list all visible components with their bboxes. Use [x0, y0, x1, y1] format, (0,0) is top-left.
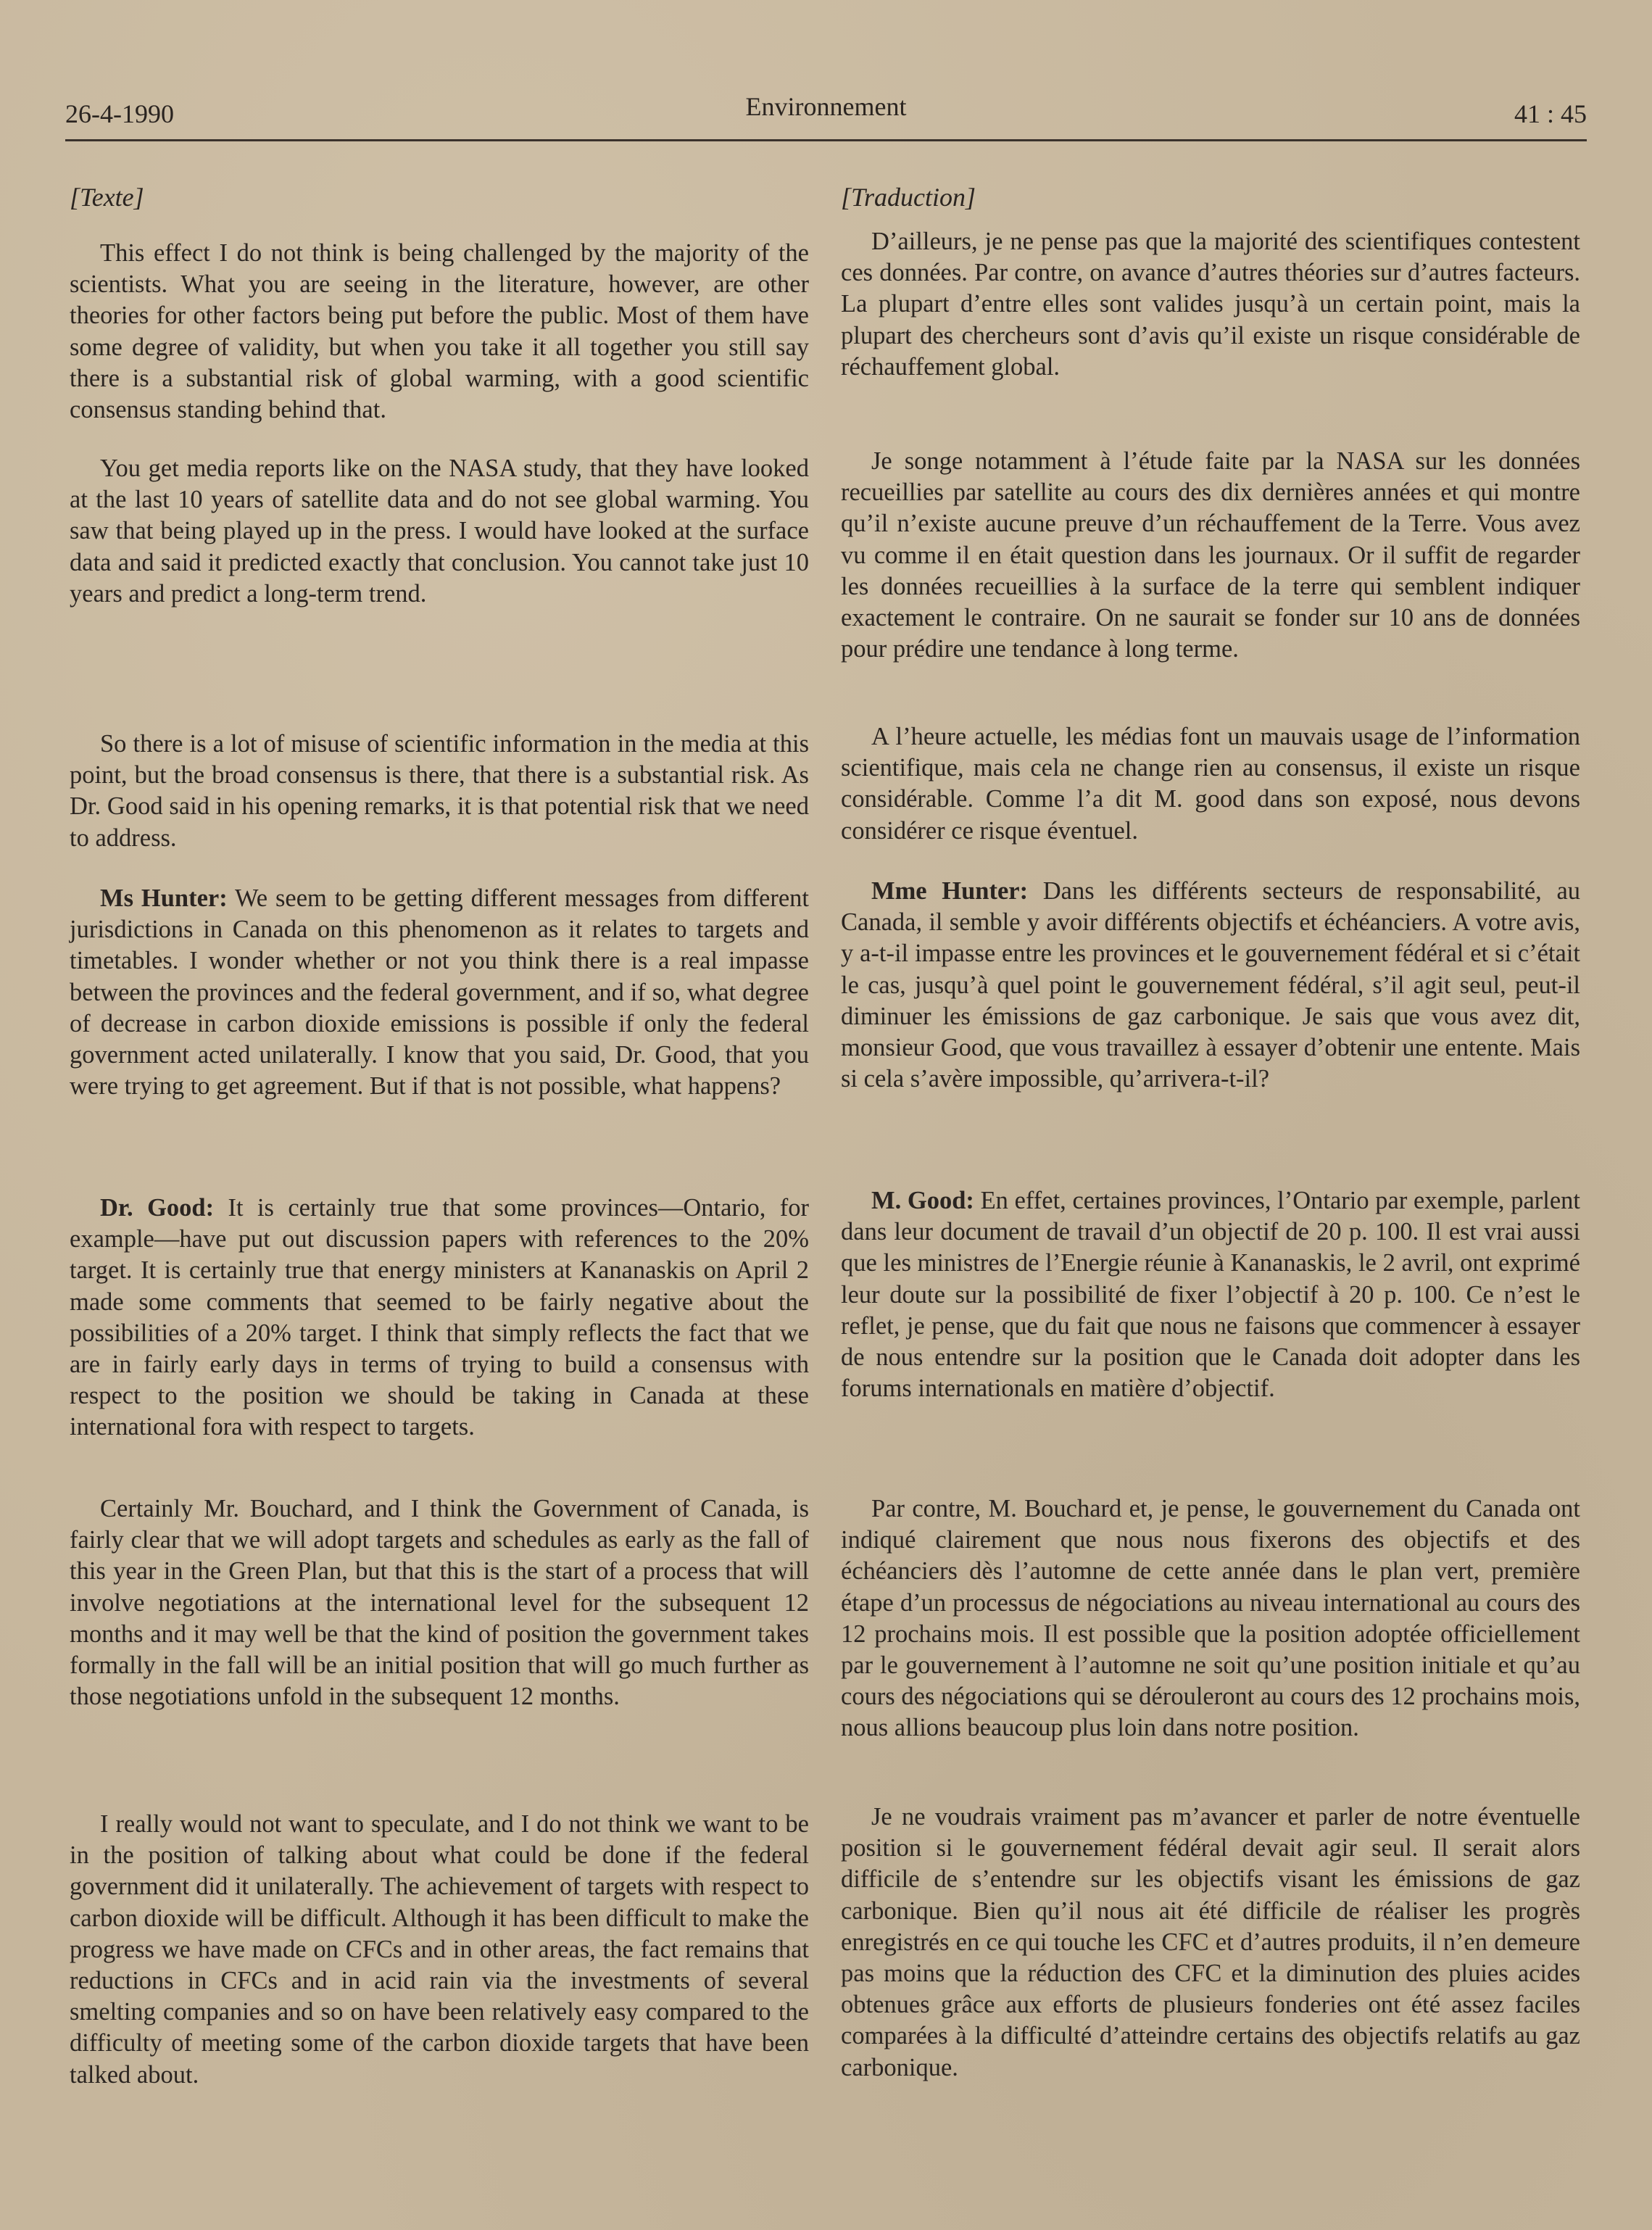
- header-page-number: 41 : 45: [1514, 99, 1587, 128]
- left-paragraph-4: [70, 883, 809, 1102]
- right-paragraph-1: [841, 226, 1580, 383]
- paragraph-text: It is certainly true that some provinces—Ontario, for example—have put out discussion papers with references to the 20% target. It is certainly true that energy ministers at Kananaskis on April 2 made some comments that seemed to be fairly negative about the possibilities of a 20% target. I think that simply reflects the fact that we are in fairly early days in terms of trying to build a consensus with respect to the position we should be taking in Canada at these international fora with respect to targets.: [70, 1194, 810, 1441]
- right-column: [841, 181, 1581, 2081]
- paragraph-text: Par contre, M. Bouchard et, je pense, le gouvernement du Canada ont indiqué clairement que nous nous fixerons des objectifs et des échéanciers dès l’automne de cette année dans le plan vert, première étape d’un processus de négociations au niveau international au cours des 12 prochains mois. Il est possible que la position adoptée officiellement par le gouvernement à l’automne ne soit qu’une position initiale et qu’au cours des négociations qui se dérouleront au cours des 12 prochains mois, nous allions beaucoup plus loin dans notre position.: [841, 1495, 1580, 1742]
- left-column: [70, 181, 810, 2089]
- paragraph-text: D’ailleurs, je ne pense pas que la majorité des scientifiques contestent ces données. Par contre, on avance d’autres théories sur d’autres facteurs. La plupart d’entre elles sont valides jusqu’à un certain point, mais la plupart des chercheurs sont d’avis qu’il existe un risque considérable de réchauffement global.: [841, 228, 1580, 381]
- right-paragraph-5: [841, 1185, 1580, 1404]
- paragraph-text: This effect I do not think is being challenged by the majority of the scientists. What you are seeing in the literature, however, are other theories for other factors being put before the public. Most of them have some degree of validity, but when you take it all together you still say there is a substantial risk of global warming, with a good scientific consensus standing behind that.: [70, 239, 809, 424]
- running-head: [65, 88, 1587, 141]
- speaker-name: Ms Hunter:: [100, 884, 228, 912]
- paragraph-text: So there is a lot of misuse of scientific information in the media at this point, but the broad consensus is there, that there is a substantial risk. As Dr. Good said in his opening remarks, it is that potential risk that we need to address.: [70, 730, 809, 852]
- left-paragraph-5: [70, 1193, 809, 1443]
- speaker-name: Dr. Good:: [100, 1194, 215, 1222]
- left-paragraph-1: [70, 238, 809, 426]
- paragraph-text: We seem to be getting different messages from different jurisdictions in Canada on this phenomenon as it relates to targets and timetables. I wonder whether or not you think there is a real impasse between the provinces and the federal government, and if so, what degree of decrease in carbon dioxide emissions is possible if only the federal government acted unilaterally. I know that you said, Dr. Good, that you were trying to get agreement. But if that is not possible, what happens?: [70, 884, 809, 1101]
- paragraph-text: A l’heure actuelle, les médias font un mauvais usage de l’information scientifique, mais cela ne change rien au consensus, il existe un risque considérable. Comme l’a dit M. good dans son exposé, nous devons considérer ce risque éventuel.: [841, 723, 1580, 845]
- header-date: 26-4-1990: [65, 99, 174, 128]
- column-label-texte: [Texte]: [70, 183, 144, 212]
- speaker-name: Mme Hunter:: [871, 877, 1029, 905]
- paragraph-text: Dans les différents secteurs de responsabilité, au Canada, il semble y avoir différents objectifs et échéanciers. A votre avis, y a-t-il impasse entre les provinces et le gouvernement fédéral et si c’était le cas, jusqu’à quel point le gouvernement fédéral, s’il agit seul, peut-il diminuer les émissions de gaz carbonique. Je sais que vous avez dit, monsieur Good, que vous travaillez à essayer d’obtenir une entente. Mais si cela s’avère impossible, qu’arrivera-t-il?: [841, 877, 1581, 1093]
- column-label-traduction: [Traduction]: [841, 183, 976, 212]
- right-paragraph-4: [841, 876, 1580, 1095]
- left-paragraph-6: [70, 1493, 809, 1712]
- paragraph-text: You get media reports like on the NASA study, that they have looked at the last 10 years of satellite data and do not see global warming. You saw that being played up in the press. I would have looked at the surface data and said it predicted exactly that conclusion. You cannot take just 10 years and predict a long-term trend.: [70, 455, 809, 608]
- speaker-name: M. Good:: [871, 1187, 974, 1214]
- paragraph-text: Certainly Mr. Bouchard, and I think the Government of Canada, is fairly clear that we will adopt targets and schedules as early as the fall of this year in the Green Plan, but that this is the start of a process that will involve negotiations at the international level for the subsequent 12 months and it may well be that the kind of position the government takes formally in the fall will be an initial position that will go much further as those negotiations unfold in the subsequent 12 months.: [70, 1495, 809, 1711]
- left-paragraph-3: [70, 729, 809, 854]
- paragraph-text: Je ne voudrais vraiment pas m’avancer et parler de notre éventuelle position si le gouvernement fédéral devait agir seul. Il serait alors difficile de s’entendre sur les objectifs visant les émissions de gaz carbonique. Bien qu’il nous ait été difficile de réaliser les progrès enregistrés en ce qui touche les CFC et d’autres produits, il n’en demeure pas moins que la réduction des CFC et la diminution des pluies acides obtenues grâce aux efforts de plusieurs fonderies ont été assez faciles comparées à la difficulté d’atteindre certains des objectifs relatifs au gaz carbonique.: [841, 1803, 1580, 2081]
- right-paragraph-6: [841, 1493, 1580, 1744]
- left-paragraph-2: [70, 453, 809, 610]
- paragraph-text: En effet, certaines provinces, l’Ontario par exemple, parlent dans leur document de travail d’un objectif de 20 p. 100. Il est vrai aussi que les ministres de l’Energie réunie à Kananaskis, le 2 avril, ont exprimé leur doute sur la possibilité de fixer l’objectif à 20 p. 100. Ce n’est le reflet, je pense, que du fait que nous ne faisons que commencer à essayer de nous entendre sur la position que le Canada doit adopter dans les forums internationals en matière d’objectif.: [841, 1187, 1580, 1403]
- header-title: Environnement: [745, 92, 907, 121]
- right-paragraph-7: [841, 1802, 1580, 2084]
- right-paragraph-3: [841, 721, 1580, 847]
- paragraph-text: Je songe notamment à l’étude faite par la NASA sur les données recueillies par satellite au cours des dix dernières années et qui montre qu’il n’existe aucune preuve d’un réchauffement de la Terre. Vous avez vu comme il en était question dans les journaux. Or il suffit de regarder les données recueillies à la surface de la terre qui semblent indiquer exactement le contraire. On ne saurait se fonder sur 10 ans de données pour prédire une tendance à long terme.: [841, 447, 1580, 663]
- paragraph-text: I really would not want to speculate, and I do not think we want to be in the position of talking about what could be done if the federal government did it unilaterally. The achievement of targets with respect to carbon dioxide will be difficult. Although it has been difficult to make the progress we have made on CFCs and in other areas, the fact remains that reductions in CFCs and in acid rain via the investments of several smelting companies and so on have been relatively easy compared to the difficulty of meeting some of the carbon dioxide targets that have been talked about.: [70, 1810, 809, 2089]
- left-paragraph-7: [70, 1809, 809, 2091]
- right-paragraph-2: [841, 446, 1580, 665]
